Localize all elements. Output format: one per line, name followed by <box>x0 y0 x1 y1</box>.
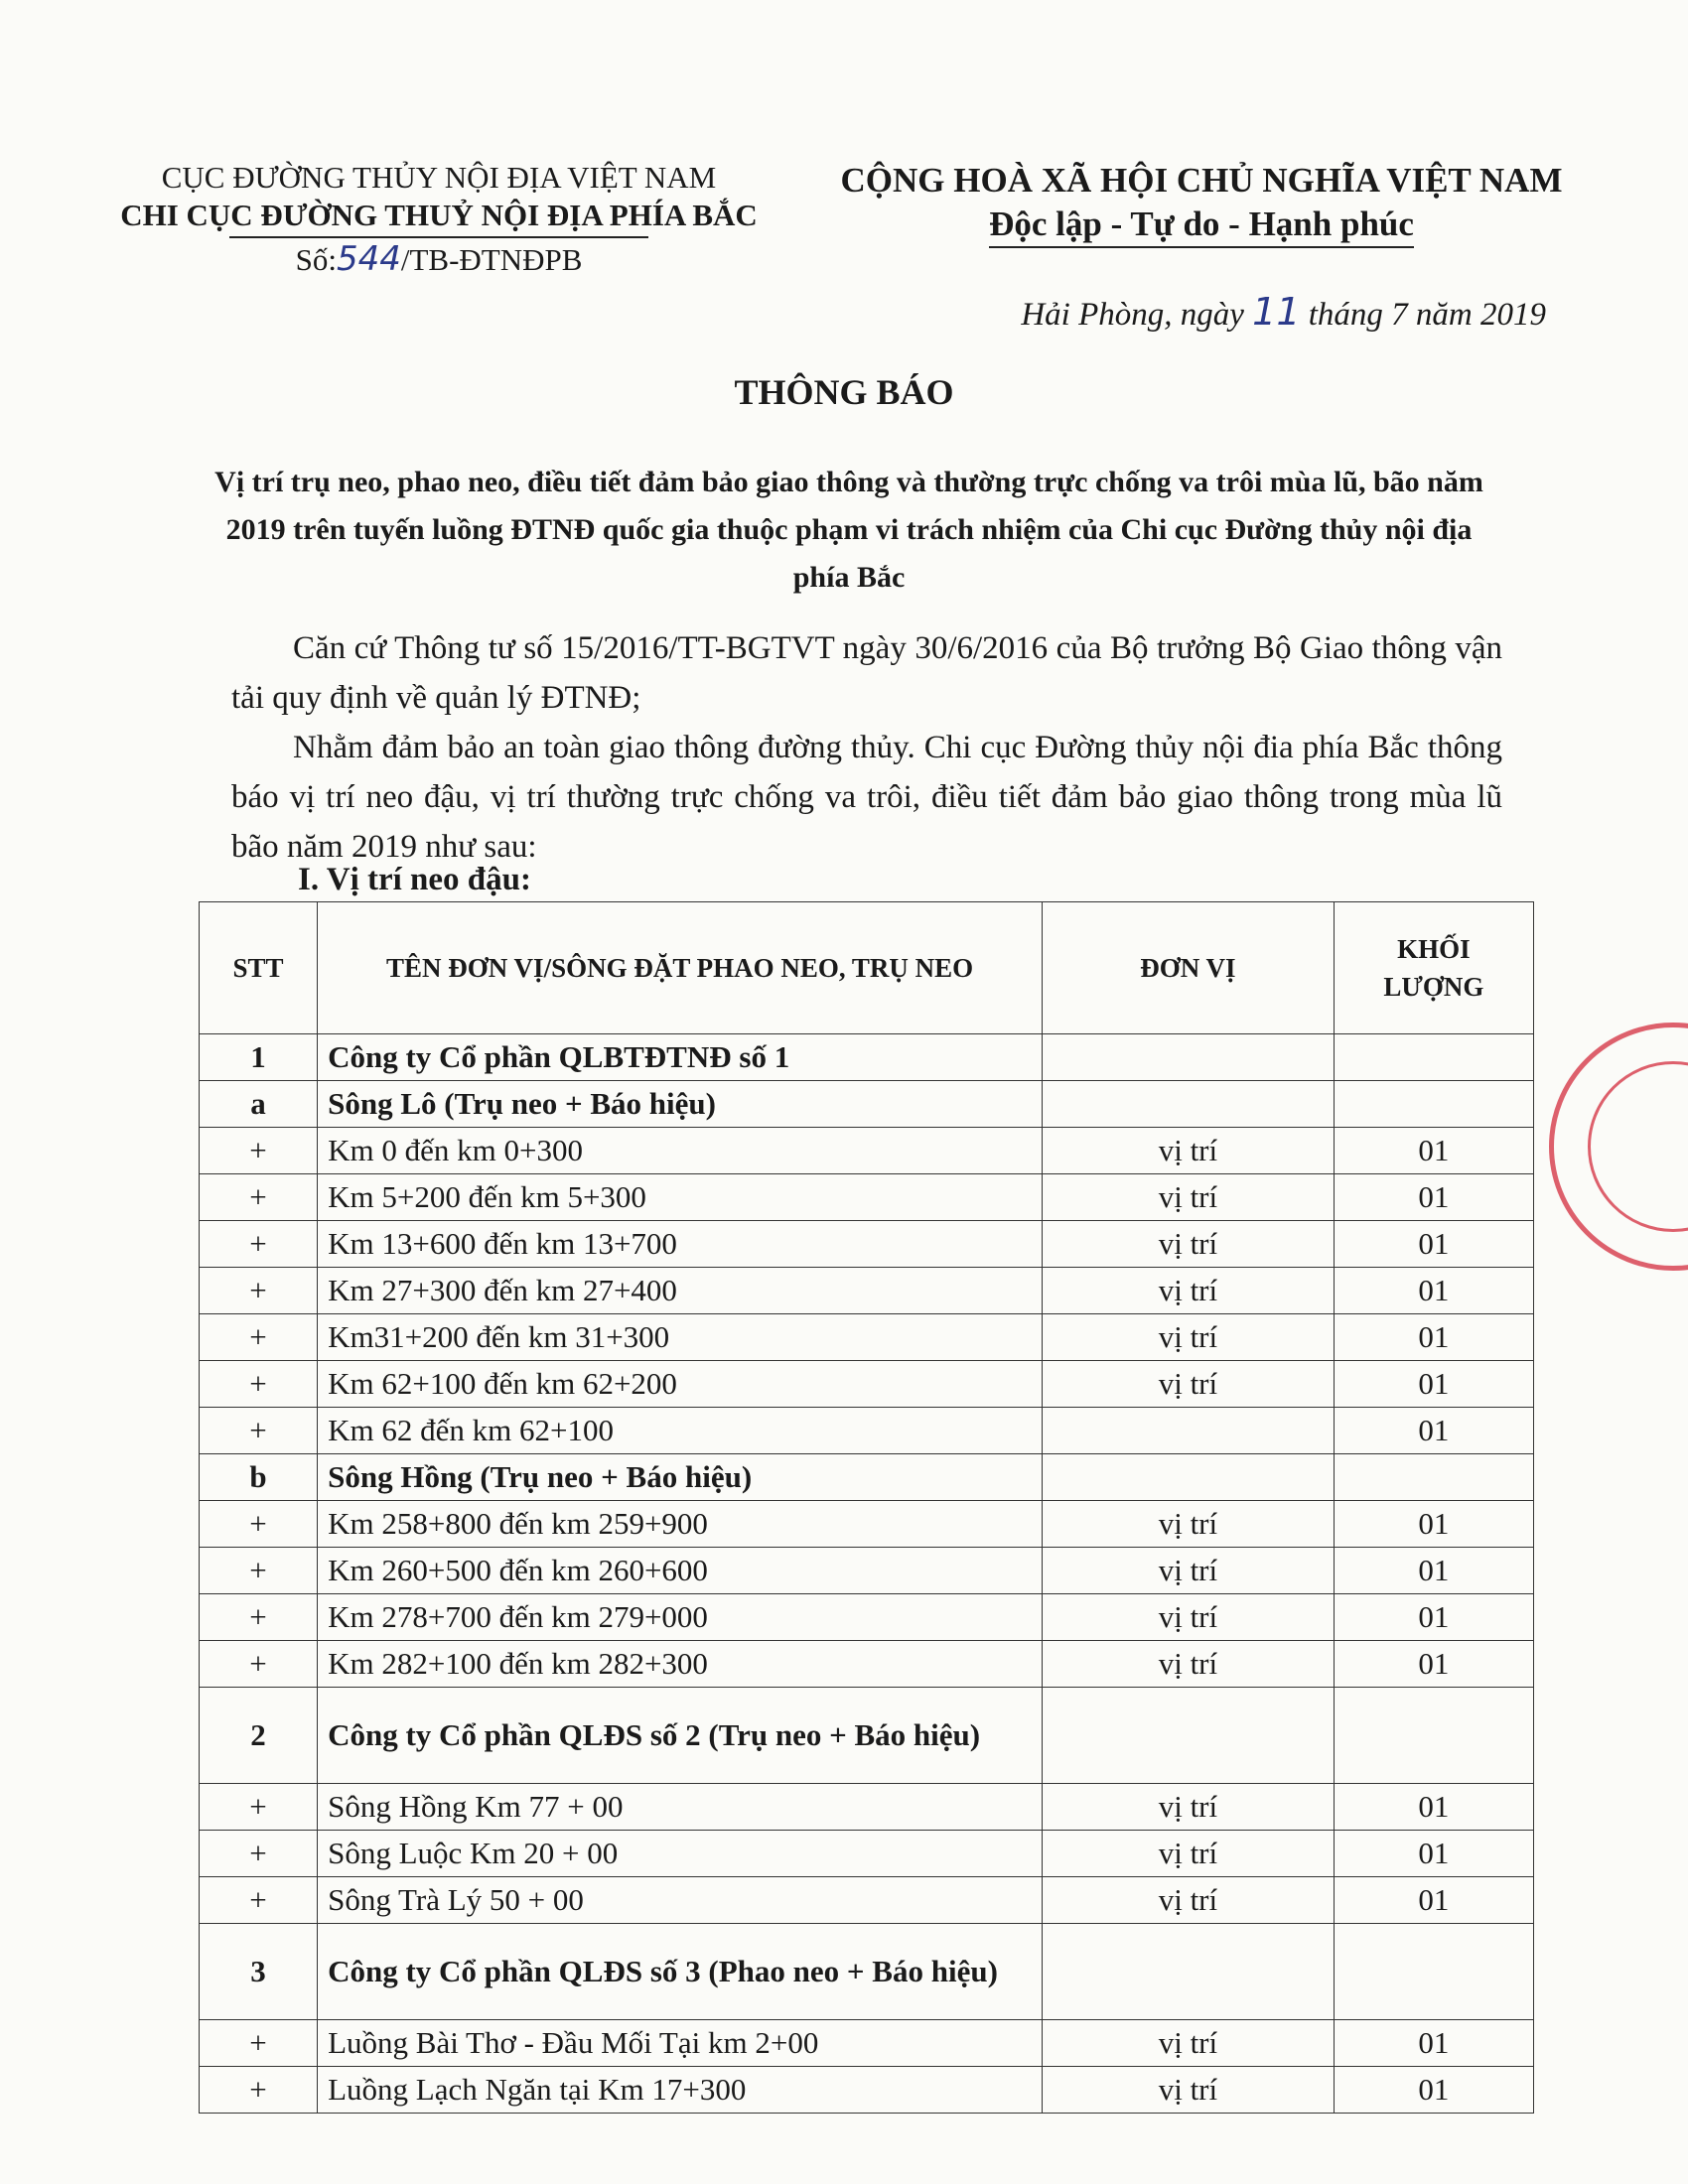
table-row <box>200 1454 1534 1501</box>
national-header <box>804 159 1599 246</box>
motto: Độc lập - Tự do - Hạnh phúc <box>989 203 1414 246</box>
doc-no-handwritten: 544 <box>336 239 401 279</box>
cell-name: Công ty Cổ phần QLĐS số 2 (Trụ neo + Báo hiệu) <box>318 1688 1043 1784</box>
table-row <box>200 1361 1534 1408</box>
cell-unit <box>1043 1454 1335 1501</box>
cell-stt: + <box>200 1877 318 1924</box>
header-stt: STT <box>200 902 318 1034</box>
cell-name: Km 62 đến km 62+100 <box>318 1408 1043 1454</box>
cell-unit: vị trí <box>1043 1784 1335 1831</box>
cell-stt: + <box>200 1594 318 1641</box>
cell-name: Sông Lô (Trụ neo + Báo hiệu) <box>318 1081 1043 1128</box>
doc-no-suffix: /TB-ĐTNĐPB <box>400 242 583 277</box>
header-name: TÊN ĐƠN VỊ/SÔNG ĐẶT PHAO NEO, TRỤ NEO <box>318 902 1043 1034</box>
cell-stt: + <box>200 1361 318 1408</box>
table-row <box>200 1877 1534 1924</box>
table-row <box>200 1174 1534 1221</box>
paragraph-purpose: Nhằm đảm bảo an toàn giao thông đường thủy. Chi cục Đường thủy nội đia phía Bắc thông báo vị trí neo đậu, vị trí thường trực chống va trôi, điều tiết đảm bảo giao thông trong mùa lũ bão năm 2019 như sau: <box>231 730 1502 865</box>
cell-qty: 01 <box>1334 1128 1533 1174</box>
table-row <box>200 1548 1534 1594</box>
table-row <box>200 1268 1534 1314</box>
cell-qty <box>1334 1081 1533 1128</box>
cell-unit: vị trí <box>1043 1501 1335 1548</box>
cell-name: Sông Hồng (Trụ neo + Báo hiệu) <box>318 1454 1043 1501</box>
cell-name: Km 62+100 đến km 62+200 <box>318 1361 1043 1408</box>
table-row <box>200 1034 1534 1081</box>
document-number <box>81 240 796 279</box>
cell-unit <box>1043 1688 1335 1784</box>
cell-qty <box>1334 1454 1533 1501</box>
cell-name: Sông Trà Lý 50 + 00 <box>318 1877 1043 1924</box>
cell-unit: vị trí <box>1043 1174 1335 1221</box>
cell-qty <box>1334 1924 1533 2020</box>
cell-qty: 01 <box>1334 1784 1533 1831</box>
cell-name: Sông Luộc Km 20 + 00 <box>318 1831 1043 1877</box>
country-name: CỘNG HOÀ XÃ HỘI CHỦ NGHĨA VIỆT NAM <box>840 161 1563 200</box>
cell-name: Km 258+800 đến km 259+900 <box>318 1501 1043 1548</box>
cell-unit: vị trí <box>1043 2067 1335 2114</box>
doc-no-prefix: Số: <box>295 242 337 277</box>
cell-qty: 01 <box>1334 1314 1533 1361</box>
cell-name: Km 278+700 đến km 279+000 <box>318 1594 1043 1641</box>
cell-name: Km 27+300 đến km 27+400 <box>318 1268 1043 1314</box>
cell-qty: 01 <box>1334 1548 1533 1594</box>
cell-stt: + <box>200 1174 318 1221</box>
table-row <box>200 2067 1534 2114</box>
cell-stt: + <box>200 1784 318 1831</box>
table-row <box>200 1641 1534 1688</box>
cell-unit: vị trí <box>1043 1128 1335 1174</box>
date-suffix: tháng 7 năm 2019 <box>1308 297 1546 333</box>
cell-unit: vị trí <box>1043 1221 1335 1268</box>
cell-name: Km 13+600 đến km 13+700 <box>318 1221 1043 1268</box>
table-row <box>200 2020 1534 2067</box>
cell-unit: vị trí <box>1043 2020 1335 2067</box>
table-row <box>200 1831 1534 1877</box>
cell-stt: + <box>200 1831 318 1877</box>
cell-unit <box>1043 1408 1335 1454</box>
cell-unit <box>1043 1924 1335 2020</box>
cell-name: Km 260+500 đến km 260+600 <box>318 1548 1043 1594</box>
cell-unit: vị trí <box>1043 1314 1335 1361</box>
cell-qty: 01 <box>1334 2067 1533 2114</box>
section-title: I. Vị trí neo đậu: <box>298 862 531 897</box>
cell-qty: 01 <box>1334 1361 1533 1408</box>
cell-unit: vị trí <box>1043 1268 1335 1314</box>
table-row <box>200 1221 1534 1268</box>
cell-qty: 01 <box>1334 1831 1533 1877</box>
date-prefix: Hải Phòng, ngày <box>1021 297 1244 333</box>
cell-qty <box>1334 1688 1533 1784</box>
cell-name: Sông Hồng Km 77 + 00 <box>318 1784 1043 1831</box>
cell-name: Km 5+200 đến km 5+300 <box>318 1174 1043 1221</box>
cell-stt: + <box>200 1408 318 1454</box>
table-row <box>200 1081 1534 1128</box>
cell-stt: + <box>200 2067 318 2114</box>
cell-name: Công ty Cổ phần QLĐS số 3 (Phao neo + Báo hiệu) <box>318 1924 1043 2020</box>
cell-name: Luồng Bài Thơ - Đầu Mối Tại km 2+00 <box>318 2020 1043 2067</box>
table-row <box>200 1408 1534 1454</box>
table-header-row <box>200 902 1534 1034</box>
cell-qty: 01 <box>1334 1408 1533 1454</box>
table-row <box>200 1594 1534 1641</box>
table-row <box>200 1784 1534 1831</box>
table-row <box>200 1501 1534 1548</box>
cell-unit: vị trí <box>1043 1831 1335 1877</box>
cell-stt: + <box>200 1641 318 1688</box>
cell-unit: vị trí <box>1043 1361 1335 1408</box>
cell-qty: 01 <box>1334 1594 1533 1641</box>
cell-stt: + <box>200 1268 318 1314</box>
header-qty: KHỐI LƯỢNG <box>1334 902 1533 1034</box>
table-row <box>200 1128 1534 1174</box>
table-row <box>200 1314 1534 1361</box>
red-seal-stamp <box>1549 1023 1688 1271</box>
date-line <box>1021 290 1546 334</box>
cell-qty: 01 <box>1334 1877 1533 1924</box>
cell-name: Luồng Lạch Ngăn tại Km 17+300 <box>318 2067 1043 2114</box>
cell-qty: 01 <box>1334 1501 1533 1548</box>
date-day: 11 <box>1252 290 1301 334</box>
cell-qty: 01 <box>1334 2020 1533 2067</box>
cell-stt: 2 <box>200 1688 318 1784</box>
cell-unit: vị trí <box>1043 1877 1335 1924</box>
header-unit: ĐƠN VỊ <box>1043 902 1335 1034</box>
cell-unit: vị trí <box>1043 1548 1335 1594</box>
table-row <box>200 1924 1534 2020</box>
cell-stt: + <box>200 1314 318 1361</box>
agency-parent: CỤC ĐƯỜNG THỦY NỘI ĐỊA VIỆT NAM <box>161 160 717 195</box>
cell-stt: b <box>200 1454 318 1501</box>
cell-name: Km31+200 đến km 31+300 <box>318 1314 1043 1361</box>
cell-qty <box>1334 1034 1533 1081</box>
cell-stt: + <box>200 1221 318 1268</box>
cell-stt: + <box>200 1548 318 1594</box>
cell-name: Km 0 đến km 0+300 <box>318 1128 1043 1174</box>
document-title: THÔNG BÁO <box>734 372 954 412</box>
cell-stt: 3 <box>200 1924 318 2020</box>
agency-name: CHI CỤC ĐƯỜNG THUỶ NỘI ĐỊA PHÍA BẮC <box>120 198 758 232</box>
cell-name: Công ty Cổ phần QLBTĐTNĐ số 1 <box>318 1034 1043 1081</box>
cell-stt: 1 <box>200 1034 318 1081</box>
cell-unit: vị trí <box>1043 1594 1335 1641</box>
cell-qty: 01 <box>1334 1641 1533 1688</box>
cell-name: Km 282+100 đến km 282+300 <box>318 1641 1043 1688</box>
anchorage-table <box>199 901 1534 2114</box>
cell-stt: + <box>200 1501 318 1548</box>
agency-header <box>81 159 796 279</box>
cell-unit: vị trí <box>1043 1641 1335 1688</box>
table-row <box>200 1688 1534 1784</box>
cell-qty: 01 <box>1334 1221 1533 1268</box>
cell-stt: a <box>200 1081 318 1128</box>
paragraph-legal-basis: Căn cứ Thông tư số 15/2016/TT-BGTVT ngày 30/6/2016 của Bộ trưởng Bộ Giao thông vận tải quy định về quản lý ĐTNĐ; <box>231 630 1502 716</box>
cell-stt: + <box>200 2020 318 2067</box>
document-subtitle: Vị trí trụ neo, phao neo, điều tiết đảm bảo giao thông và thường trực chống va trôi mùa lũ, bão năm 2019 trên tuyến luồng ĐTNĐ quốc gia thuộc phạm vi trách nhiệm của Chi cục Đường thủy nội địa phía Bắc <box>214 466 1483 594</box>
cell-stt: + <box>200 1128 318 1174</box>
cell-qty: 01 <box>1334 1174 1533 1221</box>
cell-qty: 01 <box>1334 1268 1533 1314</box>
cell-unit <box>1043 1034 1335 1081</box>
cell-unit <box>1043 1081 1335 1128</box>
